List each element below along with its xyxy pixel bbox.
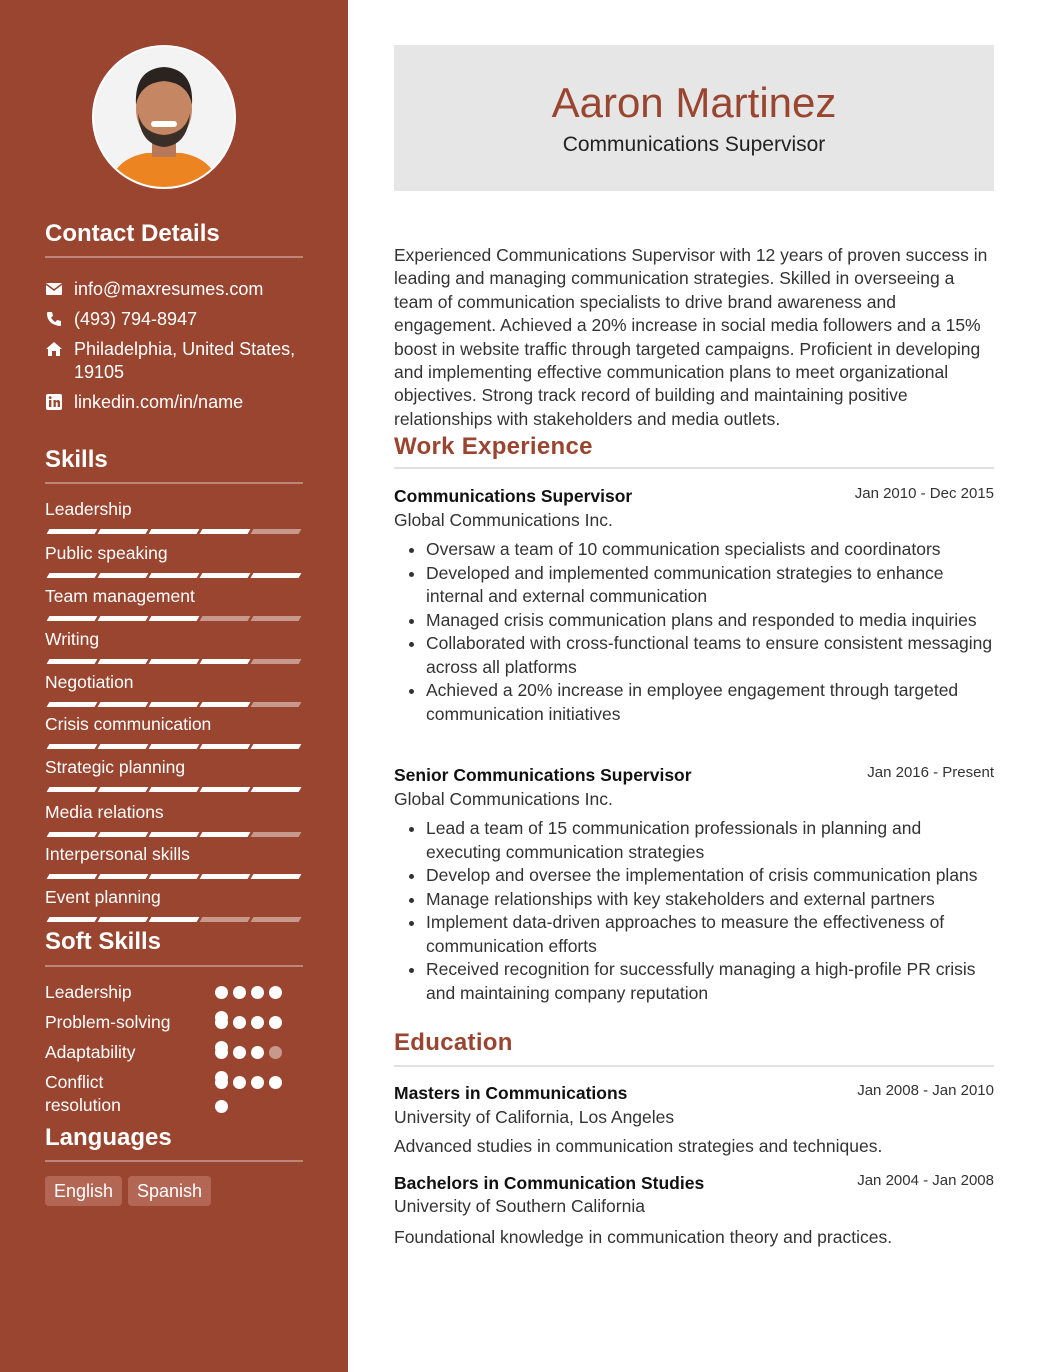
skill-level-segment — [47, 529, 98, 534]
skill-level-segment — [149, 616, 200, 621]
header-box — [394, 45, 994, 191]
rating-dot — [269, 1046, 282, 1059]
envelope-icon — [45, 280, 63, 298]
skill-level-segment — [149, 917, 200, 922]
rating-dot — [233, 1016, 246, 1029]
job-bullets — [394, 538, 994, 726]
skill-level-segment — [47, 659, 98, 664]
skill-level-segment — [47, 874, 98, 879]
soft-skill-label: Adaptability — [45, 1042, 136, 1062]
language-tag: Spanish — [128, 1176, 211, 1206]
skill-level-bar — [45, 529, 303, 535]
rating-dot — [251, 1076, 264, 1089]
skill-level-bar — [45, 616, 303, 622]
skill-level-segment — [251, 616, 302, 621]
skill-level-segment — [200, 917, 251, 922]
skill-level-segment — [251, 744, 302, 749]
skills-heading: Skills — [45, 446, 108, 473]
experience-divider — [394, 467, 994, 469]
avatar — [92, 45, 236, 189]
list-item: • Achieved a 20% increase in employee engagement through targeted communication initiatives — [426, 679, 994, 726]
school-name: University of Southern California — [394, 1196, 645, 1216]
experience-heading: Work Experience — [394, 433, 593, 460]
skill-level-segment — [47, 917, 98, 922]
skill-label: Public speaking — [45, 543, 168, 563]
education-divider — [394, 1065, 994, 1067]
rating-dot — [269, 986, 282, 999]
skill-level-segment — [149, 573, 200, 578]
skill-level-segment — [98, 702, 149, 707]
skill-level-segment — [149, 659, 200, 664]
skill-level-segment — [149, 832, 200, 837]
skill-level-segment — [251, 702, 302, 707]
list-item: • Developed and implemented communication strategies to enhance internal and external communication — [426, 562, 994, 609]
job-bullets — [394, 817, 994, 1005]
list-item: • Collaborated with cross-functional teams to ensure consistent messaging across all platforms — [426, 632, 994, 679]
skill-level-bar — [45, 917, 303, 923]
rating-dot — [215, 1071, 228, 1084]
skill-level-segment — [47, 616, 98, 621]
rating-dot — [215, 1041, 228, 1054]
linkedin-text: linkedin.com/in/name — [74, 392, 244, 412]
soft-skill-label: Conflict resolution — [45, 1072, 121, 1115]
linkedin-icon — [45, 393, 63, 411]
degree-title: Bachelors in Communication Studies — [394, 1173, 705, 1193]
rating-dot — [233, 1046, 246, 1059]
job-company: Global Communications Inc. — [394, 510, 613, 530]
education-dates: Jan 2008 - Jan 2010 — [857, 1082, 994, 1099]
list-item: • Lead a team of 15 communication professionals in planning and executing communication strategies — [426, 817, 994, 864]
skill-level-bar — [45, 702, 303, 708]
skill-level-segment — [98, 744, 149, 749]
rating-dot — [269, 1076, 282, 1089]
skill-level-segment — [98, 616, 149, 621]
rating-dot — [233, 986, 246, 999]
sidebar — [0, 0, 348, 1372]
soft-skills-divider — [45, 965, 303, 967]
skills-divider — [45, 482, 303, 484]
skill-level-bar — [45, 874, 303, 880]
skill-label: Negotiation — [45, 672, 134, 692]
skill-level-segment — [149, 744, 200, 749]
skill-level-segment — [149, 874, 200, 879]
skill-label: Interpersonal skills — [45, 844, 190, 864]
home-icon — [45, 340, 63, 358]
list-item: • Manage relationships with key stakeholders and external partners — [426, 888, 994, 912]
contact-divider — [45, 256, 303, 258]
address-text: Philadelphia, United States, 19105 — [74, 339, 296, 382]
language-tag: English — [45, 1176, 122, 1206]
candidate-name: Aaron Martinez — [551, 79, 837, 126]
job-dates: Jan 2016 - Present — [867, 764, 994, 781]
job-dates: Jan 2010 - Dec 2015 — [854, 485, 994, 502]
skill-level-segment — [251, 917, 302, 922]
skill-level-segment — [47, 832, 98, 837]
phone-icon — [45, 310, 63, 328]
skill-level-segment — [200, 702, 251, 707]
degree-title: Masters in Communications — [394, 1083, 628, 1103]
rating-dot — [269, 1016, 282, 1029]
skill-level-segment — [251, 832, 302, 837]
skill-level-segment — [200, 659, 251, 664]
skill-level-segment — [149, 787, 200, 792]
rating-dot — [251, 1046, 264, 1059]
list-item: • Develop and oversee the implementation of crisis communication plans — [426, 864, 994, 888]
languages-heading: Languages — [45, 1124, 172, 1151]
rating-dot — [215, 1100, 228, 1113]
soft-skill-label: Leadership — [45, 982, 132, 1002]
rating-dot — [251, 986, 264, 999]
rating-dot — [215, 1011, 228, 1024]
skill-level-bar — [45, 787, 303, 793]
skill-level-bar — [45, 744, 303, 750]
rating-dot — [215, 986, 228, 999]
avatar-portrait — [94, 47, 234, 187]
skill-level-bar — [45, 832, 303, 838]
skill-level-segment — [98, 832, 149, 837]
skill-level-segment — [200, 874, 251, 879]
job-title: Senior Communications Supervisor — [394, 765, 692, 785]
skill-level-segment — [47, 573, 98, 578]
job-company: Global Communications Inc. — [394, 789, 613, 809]
job-title: Communications Supervisor — [394, 486, 633, 506]
skill-level-segment — [251, 659, 302, 664]
skill-level-bar — [45, 573, 303, 579]
skill-level-segment — [98, 529, 149, 534]
skill-level-segment — [98, 917, 149, 922]
rating-dot — [233, 1076, 246, 1089]
education-description: Foundational knowledge in communication theory and practices. — [394, 1227, 893, 1247]
contact-heading: Contact Details — [45, 220, 220, 247]
skill-level-segment — [98, 659, 149, 664]
skill-label: Strategic planning — [45, 757, 186, 777]
list-item: • Received recognition for successfully managing a high-profile PR crisis and maintaining company reputation — [426, 958, 994, 1005]
skill-label: Leadership — [45, 499, 132, 519]
candidate-title: Communications Supervisor — [562, 133, 826, 156]
skill-level-segment — [200, 573, 251, 578]
soft-skills-heading: Soft Skills — [45, 928, 162, 955]
soft-skill-label: Problem-solving — [45, 1012, 171, 1032]
phone-text: (493) 794-8947 — [74, 309, 198, 329]
skill-level-segment — [200, 744, 251, 749]
skill-level-segment — [149, 529, 200, 534]
rating-dot — [251, 1016, 264, 1029]
education-heading: Education — [394, 1029, 513, 1056]
skill-level-segment — [98, 573, 149, 578]
skill-level-segment — [251, 787, 302, 792]
skill-level-segment — [98, 787, 149, 792]
skill-level-segment — [251, 573, 302, 578]
list-item: • Implement data-driven approaches to measure the effectiveness of communication efforts — [426, 911, 994, 958]
skill-level-bar — [45, 659, 303, 665]
skill-level-segment — [98, 874, 149, 879]
languages-divider — [45, 1160, 303, 1162]
skill-level-segment — [47, 787, 98, 792]
skill-level-segment — [149, 702, 200, 707]
skill-label: Crisis communication — [45, 714, 212, 734]
skill-level-segment — [200, 529, 251, 534]
education-dates: Jan 2004 - Jan 2008 — [857, 1172, 994, 1189]
summary-text: Experienced Communications Supervisor with 12 years of proven success in leading and managing communication strategies. Skilled in overseeing a team of communication specialists to drive brand awareness and engagement. Achieved a 20% increase in social media followers and a 15% boost in website traffic through targeted campaigns. Proficient in developing and implementing effective communication plans to meet organizational objectives. Strong track record of building and maintaining positive relationships with stakeholders and media outlets. — [394, 245, 988, 429]
skill-label: Team management — [45, 586, 195, 606]
list-item: • Oversaw a team of 10 communication specialists and coordinators — [426, 538, 994, 562]
skill-level-segment — [200, 832, 251, 837]
email-text: info@maxresumes.com — [74, 279, 264, 299]
list-item: • Managed crisis communication plans and responded to media inquiries — [426, 609, 994, 633]
skill-label: Media relations — [45, 802, 164, 822]
skill-level-segment — [251, 529, 302, 534]
school-name: University of California, Los Angeles — [394, 1107, 675, 1127]
skill-level-segment — [251, 874, 302, 879]
skill-level-segment — [47, 702, 98, 707]
skill-level-segment — [200, 787, 251, 792]
skill-level-segment — [47, 744, 98, 749]
education-description: Advanced studies in communication strategies and techniques. — [394, 1136, 883, 1156]
skill-label: Writing — [45, 629, 100, 649]
skill-label: Event planning — [45, 887, 161, 907]
skill-level-segment — [200, 616, 251, 621]
